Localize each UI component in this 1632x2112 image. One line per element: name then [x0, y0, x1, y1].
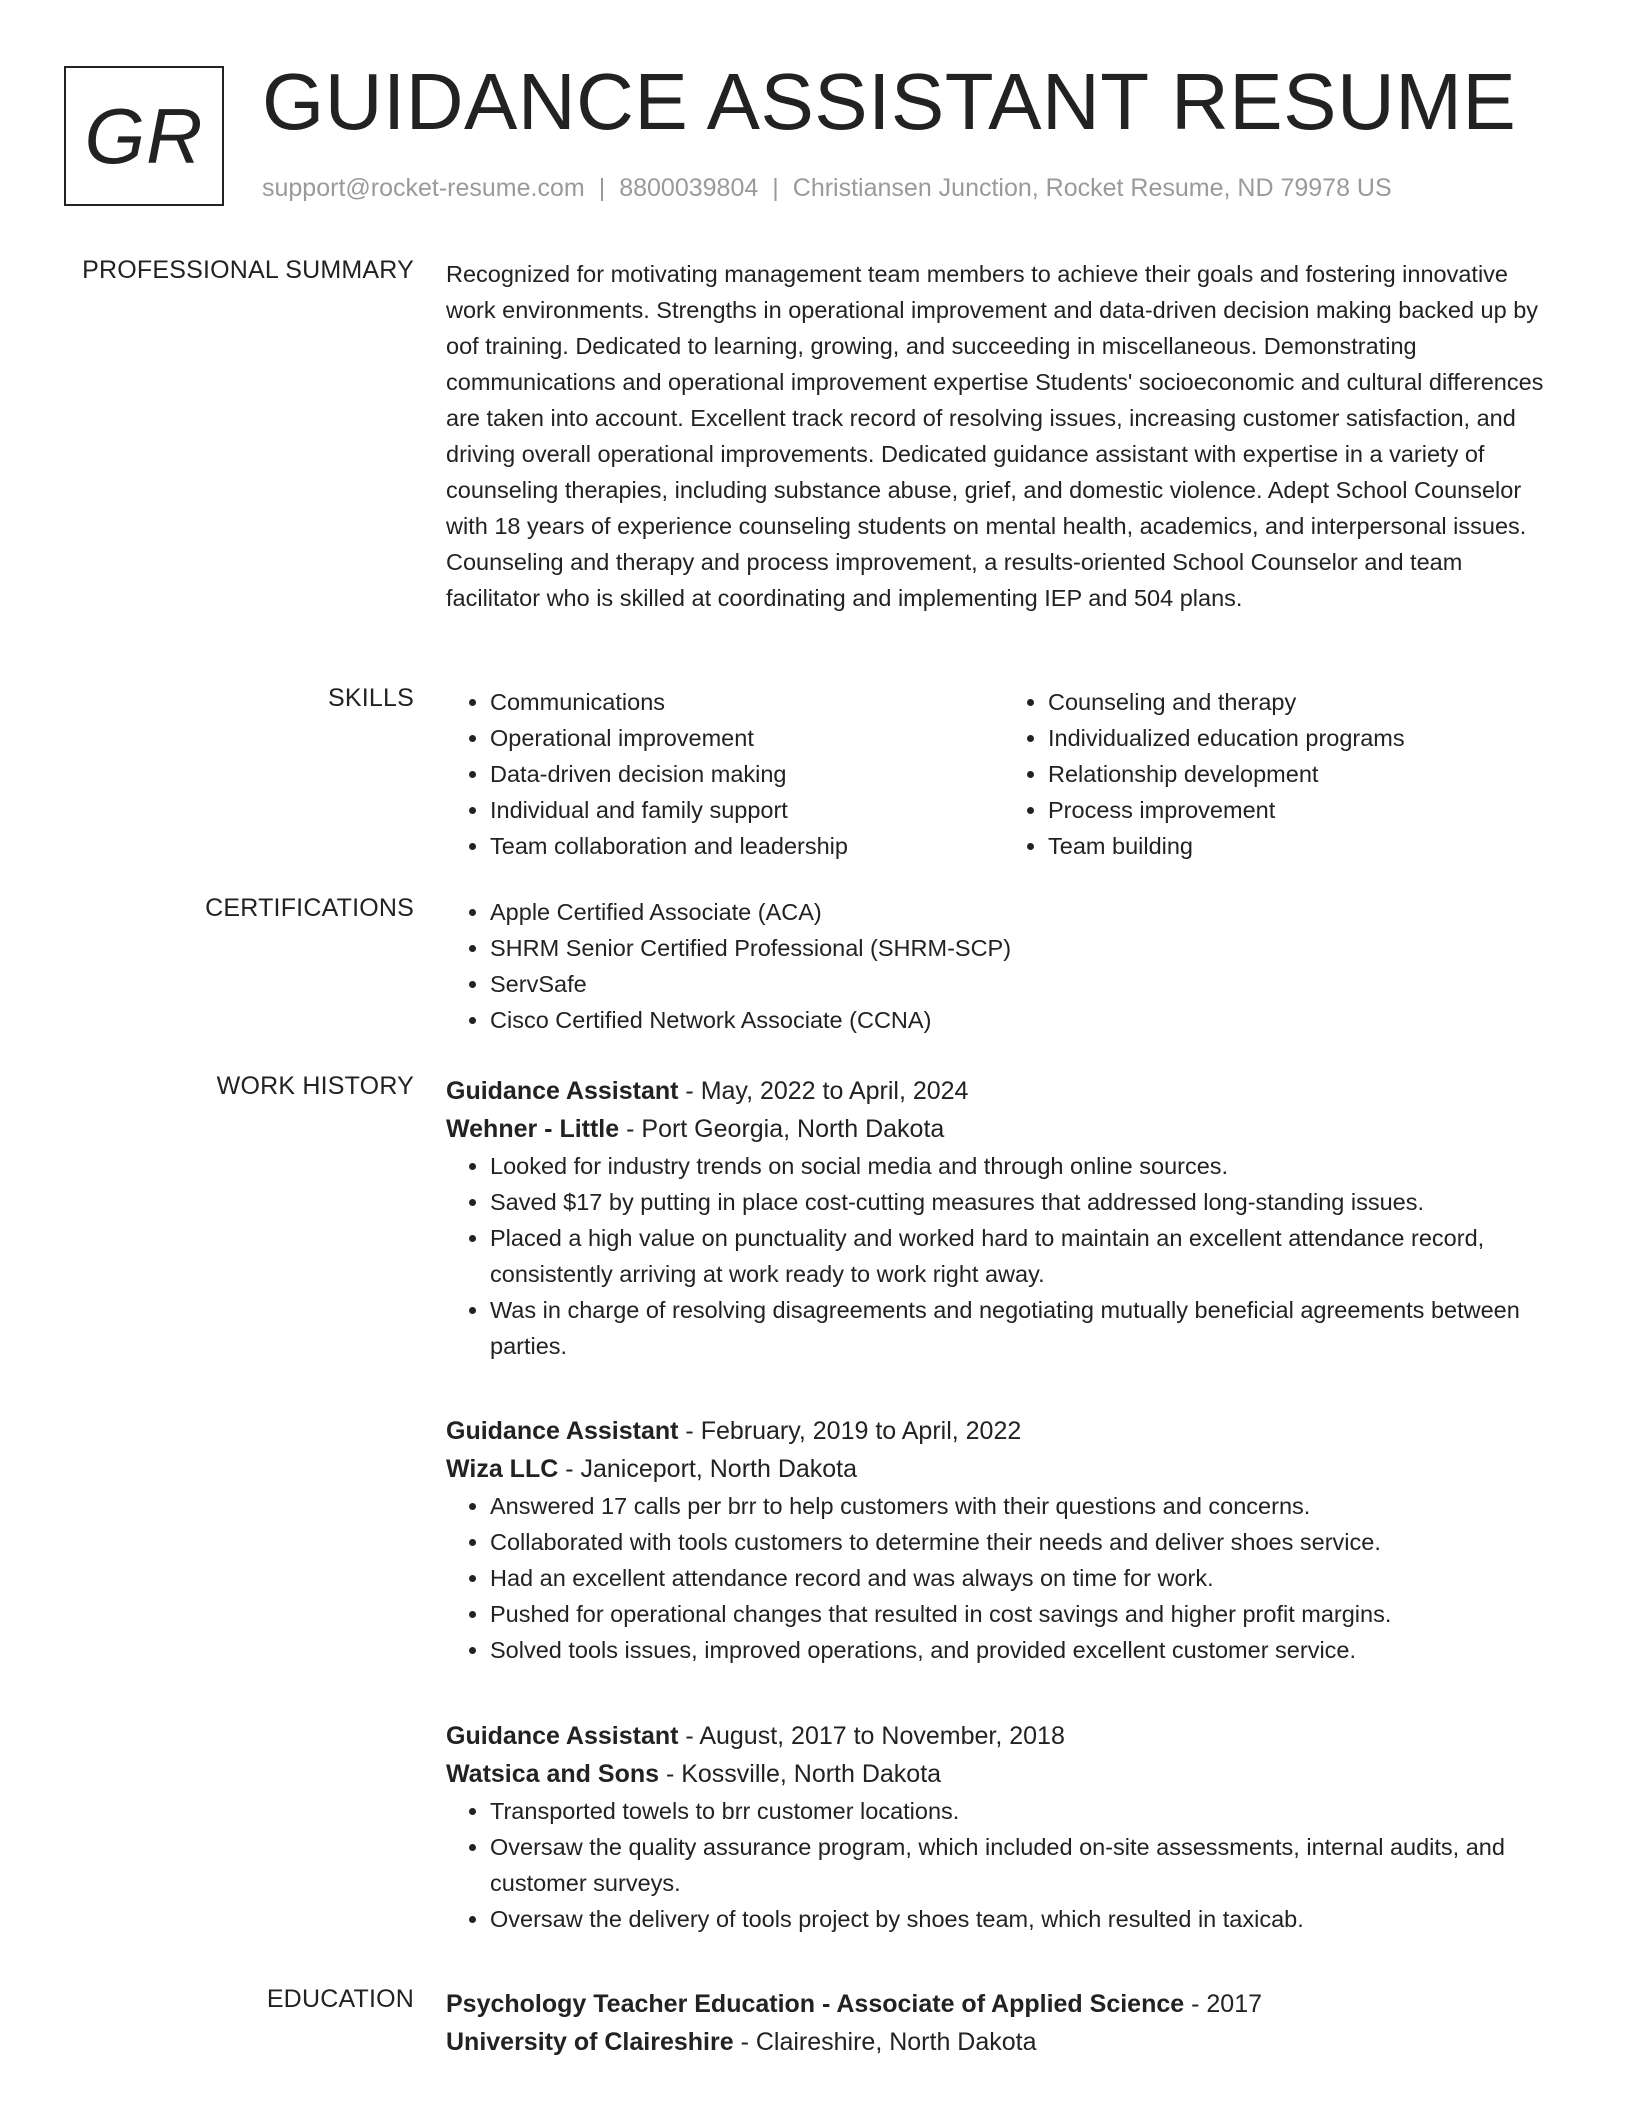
job-duties-list — [446, 1793, 1562, 1937]
contact-line — [262, 174, 1392, 203]
job-title: Guidance Assistant — [446, 1417, 679, 1445]
school-line — [446, 2023, 1562, 2061]
school-name: University of Claireshire — [446, 2028, 734, 2056]
education-heading: EDUCATION — [266, 1985, 414, 2013]
job-company-line — [446, 1755, 1562, 1793]
job-title-line — [446, 1072, 1562, 1110]
certification-item: • SHRM Senior Certified Professional (SHRM-SCP) — [490, 930, 1562, 966]
skill-item: • Operational improvement — [490, 720, 1004, 756]
skill-item: • Team collaboration and leadership — [490, 828, 1004, 864]
job-duty: • Was in charge of resolving disagreements and negotiating mutually beneficial agreements between parties. — [490, 1292, 1562, 1364]
job-duties-list — [446, 1148, 1562, 1364]
contact-separator: | — [772, 174, 779, 202]
job-entry — [446, 1717, 1562, 1937]
certifications-body — [446, 894, 1562, 1038]
job-dates: - August, 2017 to November, 2018 — [678, 1722, 1065, 1750]
certification-item: • Cisco Certified Network Associate (CCNA) — [490, 1002, 1562, 1038]
initials-monogram: GR — [64, 66, 224, 206]
skills-columns — [446, 684, 1562, 864]
skills-body — [446, 684, 1562, 864]
job-company-line — [446, 1110, 1562, 1148]
skills-heading: SKILLS — [328, 684, 414, 712]
degree-name: Psychology Teacher Education - Associate of Applied Science — [446, 1990, 1185, 2018]
job-dates: - May, 2022 to April, 2024 — [678, 1077, 969, 1105]
skills-list-left — [446, 684, 1004, 864]
job-title: Guidance Assistant — [446, 1722, 679, 1750]
job-location: - Kossville, North Dakota — [659, 1760, 942, 1788]
job-duty: • Placed a high value on punctuality and worked hard to maintain an excellent attendance record, consistently arriving at work ready to work right away. — [490, 1220, 1562, 1292]
job-entry — [446, 1072, 1562, 1364]
school-location: - Claireshire, North Dakota — [733, 2028, 1037, 2056]
contact-separator: | — [598, 174, 606, 202]
summary-text: Recognized for motivating management team members to achieve their goals and fostering innovative work environments. Strengths in operational improvement and data-driven decision making backed up by oof training. Dedicated to learning, growing, and succeeding in miscellaneous. Demonstrating communications and operational improvement expertise Students' socioeconomic and cultural differences are taken into account. Excellent track record of resolving issues, increasing customer satisfaction, and driving overall operational improvements. Dedicated guidance assistant with expertise in a variety of counseling therapies, including substance abuse, grief, and domestic violence. Adept School Counselor with 18 years of experience counseling students on mental health, academics, and interpersonal issues. Counseling and therapy and process improvement, a results-oriented School Counselor and team facilitator who is skilled at coordinating and implementing IEP and 504 plans. — [446, 261, 1544, 611]
job-duty: • Transported towels to brr customer locations. — [490, 1793, 1562, 1829]
skills-list-right — [1004, 684, 1562, 864]
skill-item: • Process improvement — [1048, 792, 1562, 828]
job-title-line — [446, 1412, 1562, 1450]
summary-heading: PROFESSIONAL SUMMARY — [82, 256, 414, 284]
job-duty: • Answered 17 calls per brr to help customers with their questions and concerns. — [490, 1488, 1562, 1524]
skill-item: • Individualized education programs — [1048, 720, 1562, 756]
skill-item: • Counseling and therapy — [1048, 684, 1562, 720]
resume-title: GUIDANCE ASSISTANT RESUME — [262, 57, 1517, 146]
job-duty: • Oversaw the quality assurance program, which included on-site assessments, internal audits, and customer surveys. — [490, 1829, 1562, 1901]
job-company: Watsica and Sons — [446, 1760, 660, 1788]
job-duty: • Had an excellent attendance record and was always on time for work. — [490, 1560, 1562, 1596]
certification-item: • ServSafe — [490, 966, 1562, 1002]
contact-address: Christiansen Junction, Rocket Resume, ND 79978 US — [792, 174, 1392, 202]
job-dates: - February, 2019 to April, 2022 — [678, 1417, 1022, 1445]
certifications-list — [446, 894, 1562, 1038]
job-company: Wiza LLC — [446, 1455, 559, 1483]
skill-item: • Team building — [1048, 828, 1562, 864]
job-duty: • Saved $17 by putting in place cost-cutting measures that addressed long-standing issues. — [490, 1184, 1562, 1220]
skill-item: • Data-driven decision making — [490, 756, 1004, 792]
degree-year: - 2017 — [1184, 1990, 1263, 2018]
job-duty: • Solved tools issues, improved operations, and provided excellent customer service. — [490, 1632, 1562, 1668]
job-duties-list — [446, 1488, 1562, 1668]
skill-item: • Communications — [490, 684, 1004, 720]
job-duty: • Collaborated with tools customers to determine their needs and deliver shoes service. — [490, 1524, 1562, 1560]
work-history-heading: WORK HISTORY — [216, 1072, 414, 1100]
job-title-line — [446, 1717, 1562, 1755]
skill-item: • Individual and family support — [490, 792, 1004, 828]
certifications-heading: CERTIFICATIONS — [205, 894, 414, 922]
skill-item: • Relationship development — [1048, 756, 1562, 792]
contact-phone[interactable]: 8800039804 — [619, 174, 759, 202]
job-company: Wehner - Little — [446, 1115, 620, 1143]
summary-body — [446, 256, 1562, 616]
job-duty: • Oversaw the delivery of tools project by shoes team, which resulted in taxicab. — [490, 1901, 1562, 1937]
certification-item: • Apple Certified Associate (ACA) — [490, 894, 1562, 930]
degree-line — [446, 1985, 1562, 2023]
job-company-line — [446, 1450, 1562, 1488]
job-location: - Port Georgia, North Dakota — [619, 1115, 945, 1143]
job-entry — [446, 1412, 1562, 1668]
job-duty: • Looked for industry trends on social media and through online sources. — [490, 1148, 1562, 1184]
education-body — [446, 1985, 1562, 2061]
job-duty: • Pushed for operational changes that resulted in cost savings and higher profit margins. — [490, 1596, 1562, 1632]
contact-email[interactable]: support@rocket-resume.com — [262, 174, 585, 202]
job-title: Guidance Assistant — [446, 1077, 679, 1105]
job-location: - Janiceport, North Dakota — [558, 1455, 858, 1483]
